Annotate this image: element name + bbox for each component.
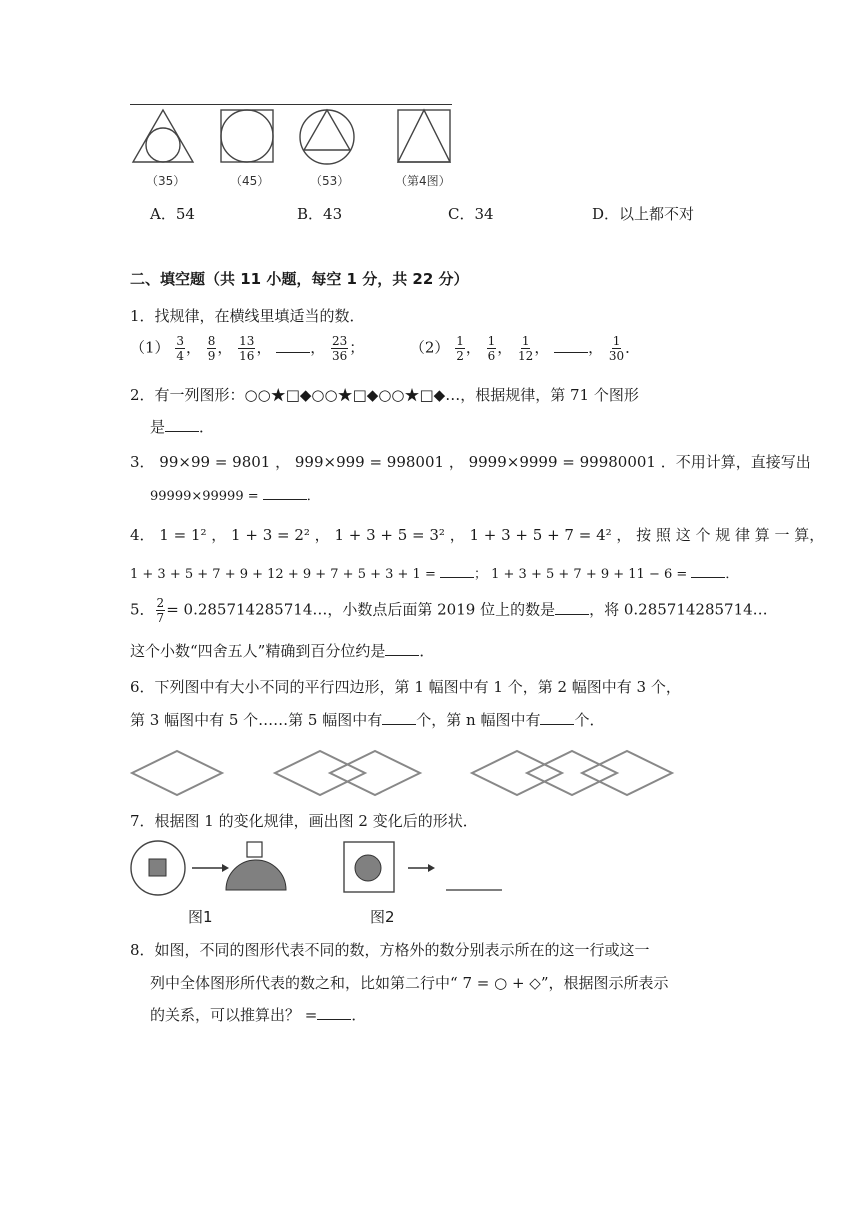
- option-c: C．34: [448, 205, 494, 223]
- answer-blank[interactable]: [691, 563, 725, 578]
- fraction: $\frac{23}{36}$: [332, 334, 348, 363]
- fraction: $\frac{13}{16}$: [239, 334, 255, 363]
- q7-text: 7．根据图 1 的变化规律，画出图 2 变化后的形状．: [130, 812, 478, 830]
- section-title: 二、填空题（共 11 小题，每空 1 分，共 22 分）: [130, 270, 469, 288]
- square-with-filled-circle-icon: [344, 842, 394, 892]
- fraction: $\frac{1}{12}$: [518, 334, 534, 363]
- answer-blank[interactable]: [263, 485, 307, 500]
- answer-blank[interactable]: [540, 710, 574, 725]
- fraction: $\frac{8}{9}$: [207, 334, 216, 363]
- two-diamonds-icon: [275, 751, 420, 795]
- q6-line1: 6．下列图中有大小不同的平行四边形，第 1 幅图中有 1 个，第 2 幅图中有 3 个，: [130, 678, 681, 696]
- parallelogram-figures: [130, 745, 720, 805]
- q5-line2: 这个小数“四舍五人”精确到百分位约是 ．: [130, 642, 435, 660]
- option-a: A．54: [150, 205, 195, 223]
- q1-part2-label: （2）: [409, 338, 450, 357]
- semicircle-with-square-icon: [226, 842, 286, 890]
- q8-line2: 列中全体图形所代表的数之和，比如第二行中“ 7 = ○ + ◇”，根据图示所表示: [150, 974, 669, 992]
- answer-blank[interactable]: [276, 338, 310, 353]
- figure1-caption: 图1: [188, 908, 213, 926]
- square-with-triangle-icon: [398, 110, 450, 162]
- circle-with-square-icon: [131, 841, 185, 895]
- diamond-icon: [132, 751, 222, 795]
- q1-text: 1．找规律，在横线里填适当的数．: [130, 307, 365, 325]
- q2-line2: 是 ．: [150, 418, 215, 436]
- answer-blank[interactable]: [555, 600, 589, 615]
- three-diamonds-icon: [472, 751, 672, 795]
- answer-blank[interactable]: [382, 710, 416, 725]
- circle-with-triangle-icon: [300, 110, 354, 164]
- q4-line2: 1 + 3 + 5 + 7 + 9 + 12 + 9 + 7 + 5 + 3 + 1 = ； 1 + 3 + 5 + 7 + 9 + 11 − 6 = ．: [130, 563, 738, 582]
- answer-blank[interactable]: [440, 563, 474, 578]
- triangle-with-circle-icon: [133, 110, 193, 162]
- fraction: $\frac{3}{4}$: [176, 334, 184, 363]
- answer-blank[interactable]: [385, 641, 419, 656]
- fraction: $\frac{1}{6}$: [487, 334, 496, 363]
- q1-part1-label: （1）: [130, 338, 170, 357]
- q3-line1: 3． 99×99 = 9801 ， 999×999 = 998001 ， 9999×9999 = 99980001 ．不用计算，直接写出: [130, 453, 811, 471]
- square-with-circle-icon: [221, 110, 273, 162]
- q4-line1: 4． 1 = 1² ， 1 + 3 = 2² ， 1 + 3 + 5 = 3² ， 1 + 3 + 5 + 7 = 4² ， 按 照 这 个 规 律 算 一 算，: [130, 526, 825, 544]
- fraction: $\frac{1}{2}$: [456, 334, 464, 363]
- q3-line2: 99999×99999 = ．: [150, 485, 320, 504]
- q6-line2: 第 3 幅图中有 5 个……第 5 幅图中有 个，第 n 幅图中有 个．: [130, 711, 605, 729]
- option-d: D．以上都不对: [592, 205, 695, 223]
- fraction: $\frac{2}{7}$: [156, 596, 165, 625]
- answer-blank[interactable]: [317, 1005, 351, 1020]
- figure2-caption: 图2: [370, 908, 395, 926]
- answer-blank[interactable]: [165, 417, 199, 432]
- top-rule: [130, 104, 452, 105]
- answer-blank[interactable]: [554, 338, 588, 353]
- option-b: B．43: [297, 205, 343, 223]
- figure-caption-3: （53）: [310, 174, 350, 188]
- q5-line1: 5． $\frac{2}{7}$ = 0.285714285714…，小数点后面第 2019 位上的数是 ，将 0.285714285714…: [130, 596, 768, 625]
- q8-line1: 8．如图，不同的图形代表不同的数，方格外的数分别表示所在的这一行或这一: [130, 941, 650, 959]
- arrow-icon: [408, 864, 435, 872]
- figure-caption-4: （第4图）: [395, 174, 451, 188]
- figure-caption-1: （35）: [146, 174, 186, 188]
- transformation-figures: [130, 838, 510, 898]
- fraction: $\frac{1}{30}$: [608, 334, 625, 363]
- q2-line1: 2．有一列图形：○○★□◆○○★□◆○○★□◆…，根据规律，第 71 个图形: [130, 386, 639, 404]
- arrow-icon: [192, 864, 229, 872]
- q1-sequences: （1） $\frac{3}{4}$ ， $\frac{8}{9}$ ， $\frac{13}{16}$ ， ， $\frac{23}{36}$ ； （2） $\frac{1}{2}$ ， $\frac{1}{6}$ ， $\frac{1}{12}$ ， ， $\frac{1}{30}$ ．: [130, 334, 641, 363]
- shape-figures: [128, 106, 458, 168]
- q8-line3: 的关系，可以推算出？ = ．: [150, 1006, 367, 1024]
- figure-caption-2: （45）: [230, 174, 270, 188]
